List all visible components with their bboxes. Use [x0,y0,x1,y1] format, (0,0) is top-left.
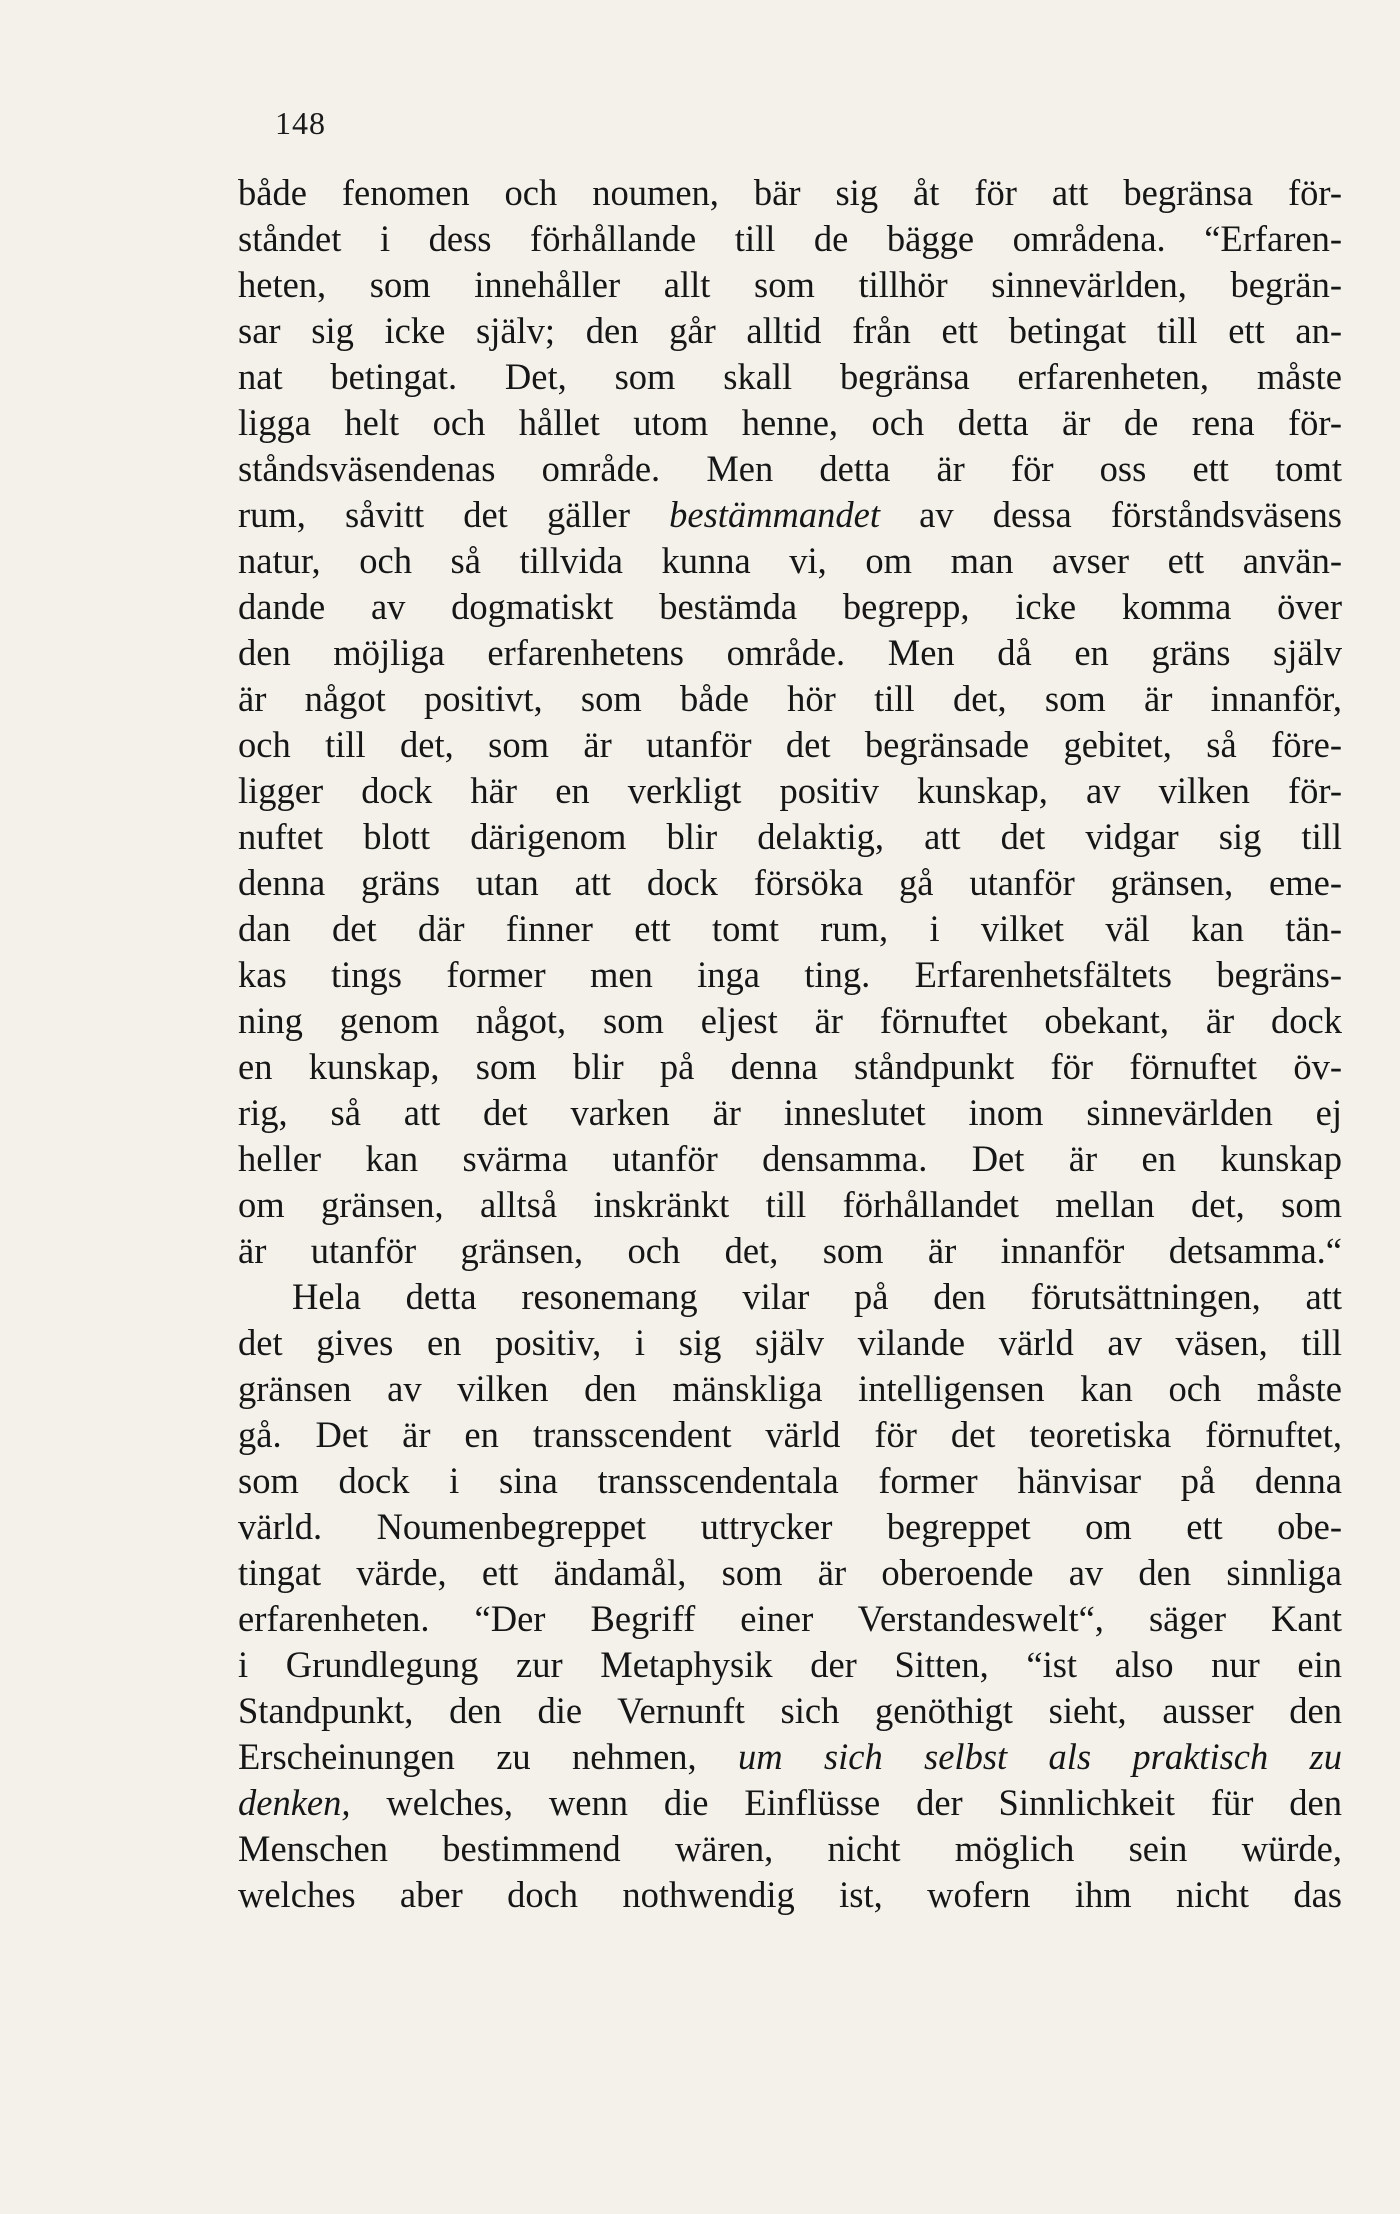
text-segment: är något positivt, som både hör till det, som är innanför, [238,678,1342,719]
text-line [238,1642,1342,1688]
text-segment: denna gräns utan att dock försöka gå utanför gränsen, eme- [238,862,1342,903]
text-line [238,1090,1342,1136]
text-segment: ståndsväsendenas område. Men detta är för oss ett tomt [238,448,1342,489]
text-line [238,1136,1342,1182]
text-line [238,1366,1342,1412]
text-segment: Menschen bestimmend wären, nicht möglich sein würde, [238,1828,1342,1869]
text-segment: det gives en positiv, i sig själv vilande värld av väsen, till [238,1322,1342,1363]
text-segment: gå. Det är en transscendent värld för det teoretiska förnuftet, [238,1414,1342,1455]
text-segment: Hela detta resonemang vilar på den förutsättningen, att [292,1276,1342,1317]
text-line [238,1872,1342,1918]
text-line [238,1044,1342,1090]
text-segment: Erscheinungen zu nehmen, [238,1736,738,1777]
text-line [238,1734,1342,1780]
text-line [238,1182,1342,1228]
text-line [238,1504,1342,1550]
text-line [238,170,1342,216]
text-line [238,906,1342,952]
text-segment: tingat värde, ett ändamål, som är oberoende av den sinnliga [238,1552,1342,1593]
text-segment: welches aber doch nothwendig ist, wofern ihm nicht das [238,1874,1342,1915]
text-segment: sar sig icke själv; den går alltid från ett betingat till ett an- [238,310,1342,351]
text-segment: och till det, som är utanför det begränsade gebitet, så före- [238,724,1342,765]
text-segment: welches, wenn die Einflüsse der Sinnlichkeit für den [350,1782,1342,1823]
text-segment: är utanför gränsen, och det, som är innanför detsamma.“ [238,1230,1342,1271]
text-line [238,1780,1342,1826]
text-line [238,1826,1342,1872]
text-line [238,722,1342,768]
text-line [238,1550,1342,1596]
text-segment: dande av dogmatiskt bestämda begrepp, icke komma över [238,586,1342,627]
text-line [238,630,1342,676]
text-line [238,998,1342,1044]
text-segment: rig, så att det varken är inneslutet inom sinnevärlden ej [238,1092,1342,1133]
text-line [238,308,1342,354]
text-line [238,1412,1342,1458]
text-line [238,446,1342,492]
text-segment: nat betingat. Det, som skall begränsa erfarenheten, måste [238,356,1342,397]
text-line [238,952,1342,998]
text-line [238,676,1342,722]
text-segment: kas tings former men inga ting. Erfarenhetsfältets begräns- [238,954,1342,995]
text-segment: erfarenheten. “Der Begriff einer Verstandeswelt“, säger Kant [238,1598,1342,1639]
text-line [238,1688,1342,1734]
text-line [238,860,1342,906]
body-text [238,170,1342,1918]
italic-text: denken, [238,1782,351,1823]
text-segment: den möjliga erfarenhetens område. Men då en gräns själv [238,632,1342,673]
text-segment: Standpunkt, den die Vernunft sich genöthigt sieht, ausser den [238,1690,1342,1731]
text-segment: i Grundlegung zur Metaphysik der Sitten, “ist also nur ein [238,1644,1342,1685]
text-segment: ning genom något, som eljest är förnuftet obekant, är dock [238,1000,1342,1041]
text-segment: natur, och så tillvida kunna vi, om man avser ett använ- [238,540,1342,581]
text-segment: både fenomen och noumen, bär sig åt för att begränsa för- [238,172,1342,213]
text-line [238,584,1342,630]
text-line [238,814,1342,860]
text-line [238,1274,1342,1320]
italic-text: um sich selbst als praktisch zu [737,1736,1343,1777]
text-segment: som dock i sina transscendentala former hänvisar på denna [238,1460,1342,1501]
text-line [238,216,1342,262]
text-line [238,400,1342,446]
text-segment: av dessa förståndsväsens [880,494,1342,535]
text-segment: värld. Noumenbegreppet uttrycker begreppet om ett obe- [238,1506,1342,1547]
page-number: 148 [275,105,326,141]
text-segment: gränsen av vilken den mänskliga intelligensen kan och måste [238,1368,1342,1409]
text-segment: heten, som innehåller allt som tillhör sinnevärlden, begrän- [238,264,1342,305]
text-line [238,1596,1342,1642]
text-line [238,768,1342,814]
text-segment: ståndet i dess förhållande till de bägge områdena. “Erfaren- [238,218,1342,259]
text-segment: rum, såvitt det gäller [238,494,670,535]
text-line [238,1228,1342,1274]
text-segment: om gränsen, alltså inskränkt till förhållandet mellan det, som [238,1184,1342,1225]
text-line [238,1458,1342,1504]
text-line [238,492,1342,538]
italic-text: bestämmandet [669,494,881,535]
text-line [238,1320,1342,1366]
text-line [238,354,1342,400]
text-segment: ligga helt och hållet utom henne, och detta är de rena för- [238,402,1342,443]
text-segment: nuftet blott därigenom blir delaktig, att det vidgar sig till [238,816,1342,857]
text-segment: ligger dock här en verkligt positiv kunskap, av vilken för- [238,770,1342,811]
text-segment: heller kan svärma utanför densamma. Det är en kunskap [238,1138,1342,1179]
text-line [238,538,1342,584]
text-line [238,262,1342,308]
text-segment: dan det där finner ett tomt rum, i vilket väl kan tän- [238,908,1342,949]
text-segment: en kunskap, som blir på denna ståndpunkt för förnuftet öv- [238,1046,1342,1087]
